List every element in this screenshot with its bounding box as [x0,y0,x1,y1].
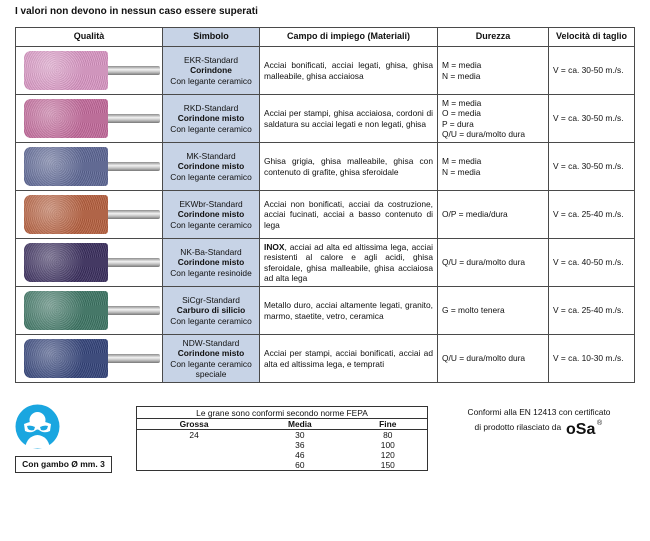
table-row [16,191,635,239]
symbol-cell [163,143,260,191]
hardness-value: M = media [442,60,482,71]
hardness-cell [438,143,549,191]
symbol-code: RKD-Standard [183,102,239,113]
hardness-value: Q/U = dura/molto dura [442,353,526,364]
table-row [16,95,635,143]
quality-image-cell [16,191,163,239]
grit-fine-value: 150 [349,460,428,471]
hardness-value: N = media [442,70,481,81]
grit-row [137,460,428,471]
symbol-abrasive: Carburo di silicio [176,305,246,316]
usage-cell [260,143,438,191]
symbol-code: NDW-Standard [182,337,240,348]
grit-row [137,450,428,460]
symbol-abrasive: Corindone misto [177,257,245,268]
grit-header-coarse: Grossa [137,419,252,430]
symbol-bond: Con legante ceramico [170,123,252,134]
safety-goggles-icon [15,404,60,449]
grinding-stone [24,51,108,90]
hardness-value: P = dura [442,118,474,129]
hardness-cell [438,47,549,95]
symbol-cell [163,287,260,335]
grit-fine-value: 80 [349,430,428,441]
certification-line1: Conformi alla EN 12413 con certificato [467,407,611,417]
grit-coarse-value: 24 [137,430,252,441]
certification-line2: di prodotto rilasciato da [474,422,562,433]
tool-shank [106,258,160,267]
symbol-bond: Con legante ceramico [170,171,252,182]
symbol-cell [163,335,260,383]
hardness-value: O/P = media/dura [442,209,508,220]
symbol-code: EKR-Standard [184,54,238,65]
usage-cell [260,335,438,383]
usage-text: Acciai bonificati, acciai legati, ghisa, ghisa malleabile, ghisa acciaiosa [264,60,433,81]
grit-coarse-value [137,440,252,450]
grit-coarse-value [137,450,252,460]
grit-header-fine: Fine [349,419,428,430]
hardness-cell [438,335,549,383]
hardness-cell [438,287,549,335]
product-table [15,27,635,383]
symbol-abrasive: Corindone misto [177,348,245,358]
grit-fine-value: 100 [349,440,428,450]
hardness-value: M = media [442,156,482,167]
symbol-bond: Con legante ceramico [170,75,252,86]
quality-image-cell [16,47,163,95]
grit-medium-value: 36 [295,440,305,450]
usage-cell [260,287,438,335]
tool-shank [106,354,160,363]
quality-image-cell [16,239,163,287]
grinding-stone [24,195,108,234]
hardness-value: N = media [442,166,481,177]
symbol-abrasive: Corindone misto [177,161,245,172]
usage-cell [260,47,438,95]
table-header-row [16,28,635,47]
symbol-bond: Con legante ceramico [170,219,252,230]
usage-prefix: INOX [264,241,285,252]
grit-row [137,430,428,441]
grinding-stone [24,99,108,138]
column-header-quality: Qualità [16,28,163,47]
table-row [16,47,635,95]
column-header-hardness: Durezza [438,28,549,47]
osa-logo-text: oSa [566,421,596,438]
hardness-cell [438,95,549,143]
usage-text: , acciai ad alta ed altissima lega, acciai resistenti al calore e agli acidi, ghisa sferoidale, ghisa malleabile, ghisa acciaiosa ad alta lega [264,241,433,283]
quality-image-cell [16,287,163,335]
symbol-code: NK-Ba-Standard [180,246,242,257]
osa-logo [565,418,603,438]
symbol-bond: Con legante resinoide [170,267,252,278]
symbol-abrasive: Corindone misto [177,113,245,124]
usage-cell [260,239,438,287]
column-header-speed: Velocità di taglio [549,28,635,47]
hardness-cell [438,191,549,239]
usage-text: Acciai non bonificati, acciai da costruzione, acciai fucinati, acciai a basso contenuto di lega [264,198,433,230]
table-row [16,143,635,191]
tool-shank [106,210,160,219]
grit-coarse-value [137,460,252,471]
symbol-cell [163,47,260,95]
speed-cell: V = ca. 40-50 m./s. [549,239,635,287]
tool-shank [106,66,160,75]
column-header-usage: Campo di impiego (Materiali) [260,28,438,47]
speed-cell: V = ca. 30-50 m./s. [549,47,635,95]
grinding-stone [24,291,108,330]
hardness-value: Q/U = dura/molto dura [442,128,526,139]
hardness-value: O = media [442,108,481,119]
grit-table [136,406,428,471]
symbol-bond-extra: speciale [195,369,227,379]
table-row [16,239,635,287]
tool-shank [106,162,160,171]
table-row [16,287,635,335]
symbol-bond: Con legante ceramico [170,358,252,369]
hardness-value: G = molto tenera [442,305,505,316]
grinding-stone [24,339,108,378]
grit-medium-value: 46 [295,450,305,460]
symbol-bond: Con legante ceramico [170,315,252,326]
usage-text: Acciai per stampi, ghisa acciaiosa, cordoni di saldatura su acciai legati e non legati, ghisa [264,108,433,129]
grit-fine-value: 120 [349,450,428,460]
speed-cell: V = ca. 30-50 m./s. [549,143,635,191]
symbol-abrasive: Corindone misto [177,209,245,220]
hardness-cell [438,239,549,287]
grit-header-medium: Media [251,419,348,430]
grit-row [137,440,428,450]
usage-text: Acciai per stampi, acciai bonificati, acciai ad alta ed altissima lega, e temprati [264,348,433,369]
grinding-stone [24,147,108,186]
table-row [16,335,635,383]
quality-image-cell [16,335,163,383]
symbol-cell [163,95,260,143]
usage-text: Metallo duro, acciai altamente legati, granito, marmo, staetite, vetro, ceramica [264,300,433,321]
hardness-value: M = media [442,98,482,109]
header-note: I valori non devono in nessun caso essere superati [15,6,258,17]
grit-caption: Le grane sono conformi secondo norme FEPA [137,407,428,419]
symbol-code: MK-Standard [186,150,236,161]
speed-cell: V = ca. 25-40 m./s. [549,191,635,239]
shank-diameter-label: Con gambo Ø mm. 3 [15,456,112,473]
grinding-stone [24,243,108,282]
symbol-code: SiCgr-Standard [182,294,240,305]
grit-medium-value: 30 [295,430,305,440]
quality-image-cell [16,95,163,143]
symbol-cell [163,239,260,287]
speed-cell: V = ca. 30-50 m./s. [549,95,635,143]
hardness-value: Q/U = dura/molto dura [442,257,526,268]
speed-cell: V = ca. 10-30 m./s. [549,335,635,383]
symbol-cell [163,191,260,239]
usage-cell [260,191,438,239]
speed-cell: V = ca. 25-40 m./s. [549,287,635,335]
usage-text: Ghisa grigia, ghisa malleabile, ghisa con contenuto di grafite, ghisa sferoidale [264,156,433,177]
symbol-code: EKWbr-Standard [179,198,243,209]
registered-mark: ® [597,420,603,427]
symbol-abrasive: Corindone [190,65,232,76]
tool-shank [106,306,160,315]
certification-note [455,406,623,438]
usage-cell [260,95,438,143]
grit-medium-value: 60 [251,460,348,471]
quality-image-cell [16,143,163,191]
column-header-symbol: Simbolo [163,28,260,47]
tool-shank [106,114,160,123]
